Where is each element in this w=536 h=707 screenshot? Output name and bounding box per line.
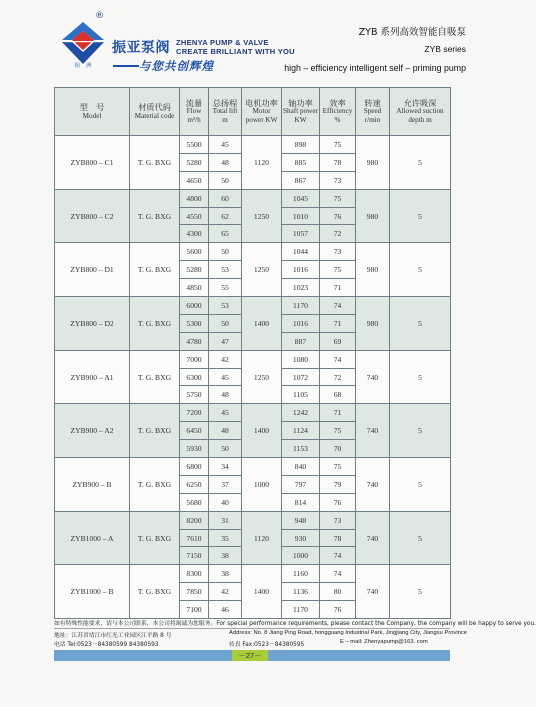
efficiency-cell: 73: [320, 511, 356, 529]
speed-cell: 740: [356, 511, 390, 565]
lift-cell: 46: [209, 601, 242, 619]
shaft-power-cell: 1044: [282, 243, 320, 261]
flow-cell: 5500: [180, 136, 209, 154]
model-cell: ZYB900 – A2: [55, 404, 130, 458]
suction-depth-cell: 5: [390, 297, 451, 351]
lift-cell: 31: [209, 511, 242, 529]
shaft-power-cell: 885: [282, 153, 320, 171]
brand-name-en: ZHENYA PUMP & VALVE: [176, 38, 269, 47]
lift-cell: 53: [209, 297, 242, 315]
efficiency-cell: 72: [320, 368, 356, 386]
shaft-power-cell: 1170: [282, 297, 320, 315]
speed-cell: 980: [356, 136, 390, 190]
header-model: 型 号 Model: [55, 88, 130, 136]
shaft-power-cell: 1242: [282, 404, 320, 422]
table-row: [55, 404, 451, 422]
efficiency-cell: 75: [320, 458, 356, 476]
header-shaft-power: 轴功率 Shaft power KW: [282, 88, 320, 136]
page-header: [0, 0, 500, 88]
speed-cell: 740: [356, 350, 390, 404]
shaft-power-cell: 867: [282, 171, 320, 189]
lift-cell: 42: [209, 350, 242, 368]
brand-name-cn: 振亚泵阀: [112, 40, 170, 56]
lift-cell: 47: [209, 332, 242, 350]
lift-cell: 37: [209, 475, 242, 493]
material-cell: T. G. BXG: [130, 458, 180, 512]
efficiency-cell: 75: [320, 422, 356, 440]
shaft-power-cell: 797: [282, 475, 320, 493]
suction-depth-cell: 5: [390, 565, 451, 619]
lift-cell: 45: [209, 136, 242, 154]
shaft-power-cell: 1016: [282, 261, 320, 279]
lift-cell: 48: [209, 153, 242, 171]
telephone: 电话 Tel:0523－84380599 84380593: [54, 642, 159, 648]
efficiency-cell: 78: [320, 153, 356, 171]
motor-power-cell: 1400: [242, 297, 282, 351]
motor-power-cell: 1250: [242, 243, 282, 297]
lift-cell: 50: [209, 314, 242, 332]
shaft-power-cell: 1124: [282, 422, 320, 440]
series-title-en: ZYB series: [424, 44, 466, 54]
flow-cell: 5680: [180, 493, 209, 511]
shaft-power-cell: 1016: [282, 314, 320, 332]
address-cn: 地址：江苏省靖江市红光工业园区江平路 8 号: [54, 633, 172, 639]
lift-cell: 35: [209, 529, 242, 547]
efficiency-cell: 75: [320, 136, 356, 154]
shaft-power-cell: 1000: [282, 547, 320, 565]
model-cell: ZYB900 – B: [55, 458, 130, 512]
shaft-power-cell: 1057: [282, 225, 320, 243]
material-cell: T. G. BXG: [130, 350, 180, 404]
flow-cell: 8200: [180, 511, 209, 529]
efficiency-cell: 80: [320, 583, 356, 601]
efficiency-cell: 76: [320, 493, 356, 511]
shaft-power-cell: 1080: [282, 350, 320, 368]
suction-depth-cell: 5: [390, 458, 451, 512]
flow-cell: 4780: [180, 332, 209, 350]
shaft-power-cell: 1136: [282, 583, 320, 601]
suction-depth-cell: 5: [390, 189, 451, 243]
shaft-power-cell: 898: [282, 136, 320, 154]
table-row: [55, 297, 451, 315]
flow-cell: 6800: [180, 458, 209, 476]
table-row: [55, 511, 451, 529]
flow-cell: 7200: [180, 404, 209, 422]
flow-cell: 8300: [180, 565, 209, 583]
lift-cell: 40: [209, 493, 242, 511]
flow-cell: 7850: [180, 583, 209, 601]
table-row: [55, 243, 451, 261]
suction-depth-cell: 5: [390, 350, 451, 404]
header-efficiency: 效率 Efficiency %: [320, 88, 356, 136]
lift-cell: 42: [209, 583, 242, 601]
lift-cell: 50: [209, 243, 242, 261]
efficiency-cell: 72: [320, 225, 356, 243]
table-row: [55, 350, 451, 368]
motor-power-cell: 1120: [242, 511, 282, 565]
shaft-power-cell: 1160: [282, 565, 320, 583]
suction-depth-cell: 5: [390, 136, 451, 190]
series-subtitle-en: high – efficiency intelligent self – priming pump: [284, 63, 466, 73]
lift-cell: 38: [209, 565, 242, 583]
efficiency-cell: 71: [320, 404, 356, 422]
efficiency-cell: 74: [320, 565, 356, 583]
speed-cell: 740: [356, 565, 390, 619]
speed-cell: 740: [356, 458, 390, 512]
shaft-power-cell: 1072: [282, 368, 320, 386]
fax: 传真 Fax:0523－84380595: [229, 642, 305, 648]
flow-cell: 6000: [180, 297, 209, 315]
speed-cell: 980: [356, 243, 390, 297]
flow-cell: 4300: [180, 225, 209, 243]
table-row: [55, 565, 451, 583]
lift-cell: 48: [209, 386, 242, 404]
flow-cell: 7100: [180, 601, 209, 619]
efficiency-cell: 79: [320, 475, 356, 493]
material-cell: T. G. BXG: [130, 136, 180, 190]
model-cell: ZYB800 – C2: [55, 189, 130, 243]
speed-cell: 740: [356, 404, 390, 458]
lift-cell: 50: [209, 171, 242, 189]
efficiency-cell: 69: [320, 332, 356, 350]
footer-divider: [54, 628, 450, 629]
flow-cell: 5600: [180, 243, 209, 261]
flow-cell: 6300: [180, 368, 209, 386]
header-motor-power: 电机功率 Motor power KW: [242, 88, 282, 136]
efficiency-cell: 78: [320, 529, 356, 547]
lift-cell: 53: [209, 261, 242, 279]
efficiency-cell: 71: [320, 279, 356, 297]
shaft-power-cell: 1023: [282, 279, 320, 297]
motor-power-cell: 1000: [242, 458, 282, 512]
model-cell: ZYB1000 – A: [55, 511, 130, 565]
model-cell: ZYB800 – C1: [55, 136, 130, 190]
table-body: [55, 136, 451, 619]
email: E – mail: Zhenyapump@163. com: [340, 639, 428, 645]
slogan-cn: 与您共创辉煌: [139, 59, 214, 73]
motor-power-cell: 1400: [242, 565, 282, 619]
registered-mark: ®: [95, 11, 104, 21]
table-row: [55, 458, 451, 476]
flow-cell: 5750: [180, 386, 209, 404]
header-speed: 转速 Speed r/min: [356, 88, 390, 136]
efficiency-cell: 74: [320, 547, 356, 565]
table-row: [55, 136, 451, 154]
model-cell: ZYB1000 – B: [55, 565, 130, 619]
flow-cell: 4850: [180, 279, 209, 297]
shaft-power-cell: 1010: [282, 207, 320, 225]
header-suction-depth: 允许吸深 Allowed suction depth m: [390, 88, 451, 136]
flow-cell: 7000: [180, 350, 209, 368]
speed-cell: 980: [356, 297, 390, 351]
efficiency-cell: 74: [320, 297, 356, 315]
lift-cell: 34: [209, 458, 242, 476]
shaft-power-cell: 887: [282, 332, 320, 350]
performance-table: [54, 87, 451, 619]
shaft-power-cell: 1105: [282, 386, 320, 404]
shaft-power-cell: 930: [282, 529, 320, 547]
service-note: 如有特殊性能要求，请与本公司联系，本公司将竭诚为您服务。For special performance requirements, please contact the Company, the company will be happy to serve you.: [54, 621, 536, 627]
lift-cell: 48: [209, 422, 242, 440]
header-flow: 流量 Flow m³/h: [180, 88, 209, 136]
efficiency-cell: 76: [320, 601, 356, 619]
flow-cell: 4800: [180, 189, 209, 207]
efficiency-cell: 76: [320, 207, 356, 225]
table-row: [55, 189, 451, 207]
flow-cell: 4550: [180, 207, 209, 225]
flow-cell: 5280: [180, 261, 209, 279]
brand-tagline-en: CREATE BRILLIANT WITH YOU: [176, 47, 295, 56]
flow-cell: 5280: [180, 153, 209, 171]
flow-cell: 5930: [180, 440, 209, 458]
flow-cell: 5300: [180, 314, 209, 332]
flow-cell: 7610: [180, 529, 209, 547]
lift-cell: 38: [209, 547, 242, 565]
lift-cell: 62: [209, 207, 242, 225]
material-cell: T. G. BXG: [130, 404, 180, 458]
shaft-power-cell: 1153: [282, 440, 320, 458]
material-cell: T. G. BXG: [130, 297, 180, 351]
motor-power-cell: 1250: [242, 350, 282, 404]
flow-cell: 7150: [180, 547, 209, 565]
lift-cell: 45: [209, 404, 242, 422]
efficiency-cell: 70: [320, 440, 356, 458]
shaft-power-cell: 1045: [282, 189, 320, 207]
efficiency-cell: 71: [320, 314, 356, 332]
slogan-dash: [113, 65, 139, 67]
performance-table-container: [54, 87, 450, 619]
material-cell: T. G. BXG: [130, 189, 180, 243]
flow-cell: 4650: [180, 171, 209, 189]
header-total-lift: 总扬程 Total lift m: [209, 88, 242, 136]
page-number: －27－: [232, 650, 268, 661]
shaft-power-cell: 948: [282, 511, 320, 529]
suction-depth-cell: 5: [390, 404, 451, 458]
flow-cell: 6250: [180, 475, 209, 493]
lift-cell: 50: [209, 440, 242, 458]
efficiency-cell: 73: [320, 171, 356, 189]
shaft-power-cell: 814: [282, 493, 320, 511]
suction-depth-cell: 5: [390, 243, 451, 297]
motor-power-cell: 1400: [242, 404, 282, 458]
efficiency-cell: 73: [320, 243, 356, 261]
model-cell: ZYB900 – A1: [55, 350, 130, 404]
material-cell: T. G. BXG: [130, 565, 180, 619]
model-cell: ZYB800 – D1: [55, 243, 130, 297]
efficiency-cell: 68: [320, 386, 356, 404]
model-cell: ZYB800 – D2: [55, 297, 130, 351]
speed-cell: 980: [356, 189, 390, 243]
address-en: Address: No. 8 Jiang Ping Road, hongguang Industrial Park, Jingjiang City, Jiangsu Province: [229, 630, 468, 636]
logo-caption: 振 洲: [74, 63, 94, 69]
efficiency-cell: 74: [320, 350, 356, 368]
material-cell: T. G. BXG: [130, 243, 180, 297]
efficiency-cell: 75: [320, 261, 356, 279]
table-header-row: [55, 88, 451, 136]
shaft-power-cell: 840: [282, 458, 320, 476]
flow-cell: 6450: [180, 422, 209, 440]
suction-depth-cell: 5: [390, 511, 451, 565]
lift-cell: 55: [209, 279, 242, 297]
lift-cell: 65: [209, 225, 242, 243]
efficiency-cell: 75: [320, 189, 356, 207]
motor-power-cell: 1250: [242, 189, 282, 243]
shaft-power-cell: 1170: [282, 601, 320, 619]
material-cell: T. G. BXG: [130, 511, 180, 565]
header-material: 材质代码 Material code: [130, 88, 180, 136]
series-title-cn: ZYB 系列高效智能自吸泵: [358, 27, 466, 38]
lift-cell: 45: [209, 368, 242, 386]
lift-cell: 60: [209, 189, 242, 207]
motor-power-cell: 1120: [242, 136, 282, 190]
